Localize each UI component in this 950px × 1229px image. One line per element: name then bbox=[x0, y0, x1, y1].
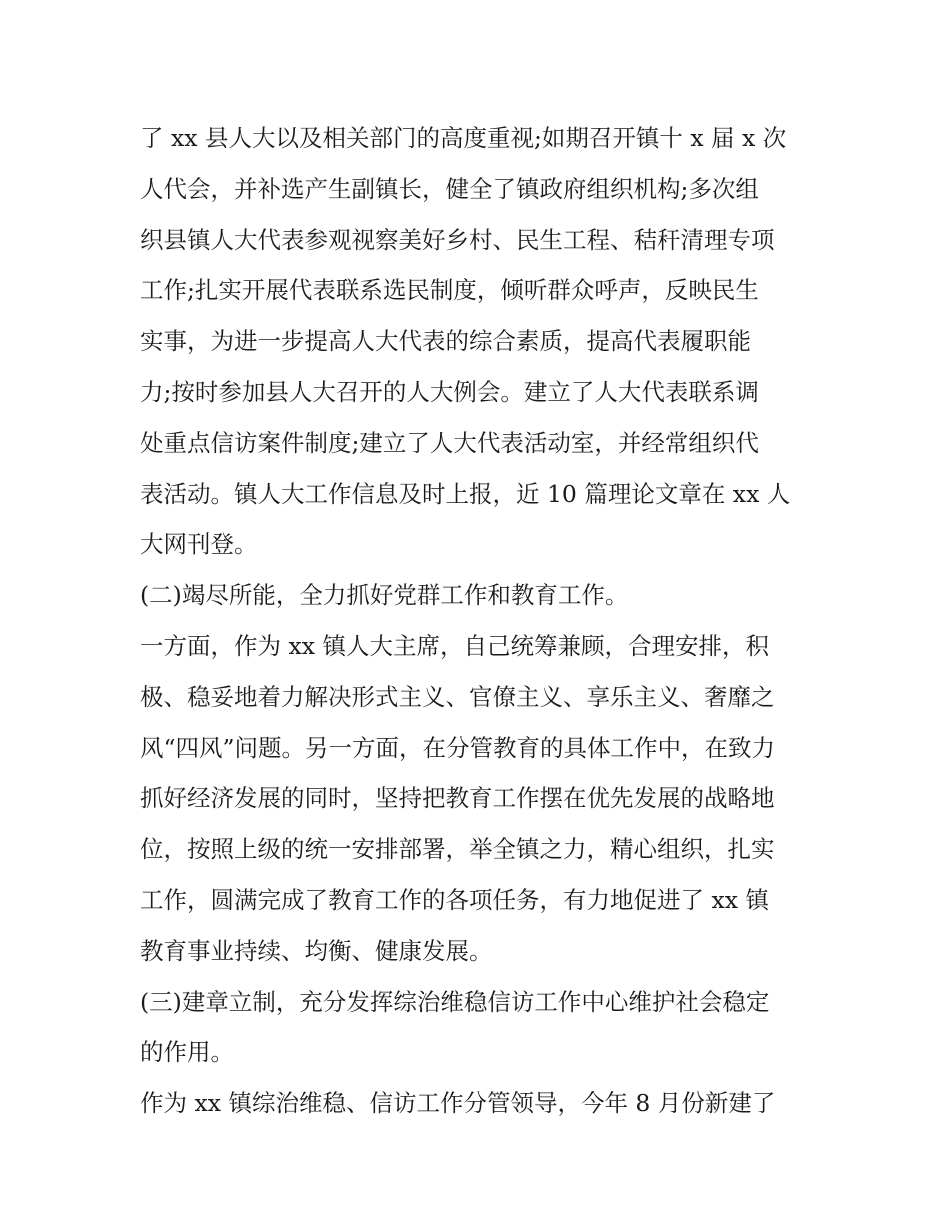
section-heading: (三)建章立制，充分发挥综治维稳信访工作中心维护社会稳定 bbox=[140, 987, 770, 1016]
text-line: 织县镇人大代表参观视察美好乡村、民生工程、秸秆清理专项 bbox=[140, 225, 775, 254]
text-line: 一方面，作为 xx 镇人大主席，自己统筹兼顾，合理安排，积 bbox=[140, 631, 769, 660]
text-line: 了 xx 县人大以及相关部门的高度重视;如期召开镇十 x 届 x 次 bbox=[140, 124, 787, 152]
text-line: 作为 xx 镇综治维稳、信访工作分管领导，今年 8 月份新建了 bbox=[140, 1089, 776, 1118]
text-line: 抓好经济发展的同时，坚持把教育工作摆在优先发展的战略地 bbox=[140, 784, 775, 813]
text-line: 人代会，并补选产生副镇长，健全了镇政府组织机构;多次组 bbox=[140, 174, 759, 203]
text-line: 位，按照上级的统一安排部署，举全镇之力，精心组织，扎实 bbox=[140, 835, 775, 864]
text-line: 极、稳妥地着力解决形式主义、官僚主义、享乐主义、奢靡之 bbox=[140, 682, 775, 711]
text-line: 大网刊登。 bbox=[140, 530, 258, 559]
text-line: 实事，为进一步提高人大代表的综合素质，提高代表履职能 bbox=[140, 327, 751, 356]
section-heading: 的作用。 bbox=[140, 1038, 234, 1067]
text-line: 教育事业持续、均衡、健康发展。 bbox=[140, 936, 493, 965]
section-heading: (二)竭尽所能，全力抓好党群工作和教育工作。 bbox=[140, 581, 629, 610]
text-line: 力;按时参加县人大召开的人大例会。建立了人大代表联系调 bbox=[140, 377, 759, 406]
document-body bbox=[140, 113, 816, 1129]
text-line: 工作，圆满完成了教育工作的各项任务，有力地促进了 xx 镇 bbox=[140, 885, 769, 914]
text-line: 处重点信访案件制度;建立了人大代表活动室，并经常组织代 bbox=[140, 428, 759, 457]
text-line: 工作;扎实开展代表联系选民制度，倾听群众呼声，反映民生 bbox=[140, 276, 759, 305]
text-line: 风“四风”问题。另一方面，在分管教育的具体工作中，在致力 bbox=[140, 733, 776, 762]
text-line: 表活动。镇人大工作信息及时上报，近 10 篇理论文章在 xx 人 bbox=[140, 479, 791, 508]
